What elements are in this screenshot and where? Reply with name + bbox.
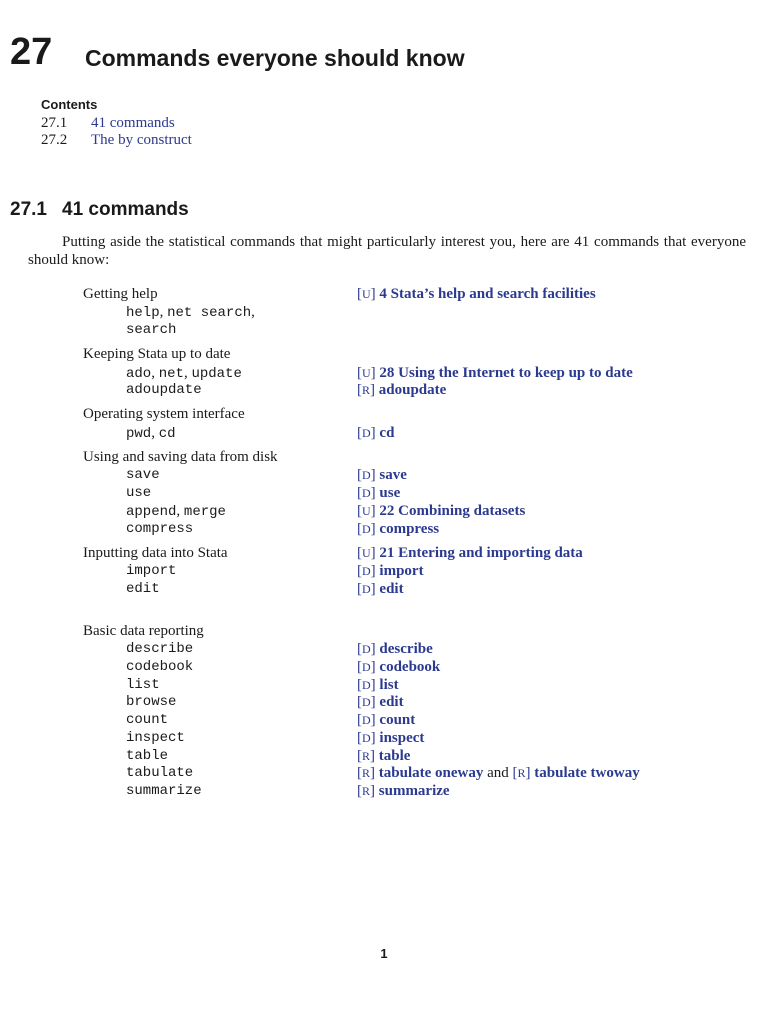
ref-link[interactable]: [D] import — [357, 563, 424, 579]
ref-link[interactable]: [D] compress — [357, 521, 440, 537]
ref-link[interactable]: [D] edit — [357, 694, 404, 710]
command-line: describe — [126, 641, 194, 657]
ref-link[interactable]: [D] count — [357, 712, 416, 728]
contents-heading: Contents — [41, 97, 98, 112]
ref-link[interactable]: [U] 28 Using the Internet to keep up to date — [357, 365, 633, 381]
ref-link[interactable]: [R] adoupdate — [357, 382, 447, 398]
command-line: save — [126, 467, 160, 483]
ref-link[interactable]: [R] table — [357, 748, 411, 764]
ref-link[interactable]: [D] list — [357, 677, 399, 693]
chapter-title: Commands everyone should know — [85, 45, 465, 71]
group-label-getting-help: Getting help — [83, 286, 158, 302]
command-line: codebook — [126, 659, 194, 675]
command-line: append, merge — [126, 503, 226, 520]
command-line: browse — [126, 694, 177, 710]
ref-link[interactable]: [D] inspect — [357, 730, 425, 746]
ref-link[interactable]: [D] describe — [357, 641, 433, 657]
command-line: table — [126, 748, 169, 764]
command-line: inspect — [126, 730, 185, 746]
ref-link[interactable]: [D] use — [357, 485, 401, 501]
intro-paragraph: Putting aside the statistical commands that might particularly interest you, here are 41 commands that everyone should know: — [28, 234, 746, 268]
group-label-using-saving: Using and saving data from disk — [83, 449, 278, 465]
ref-link[interactable]: [D] cd — [357, 425, 395, 441]
command-line: tabulate — [126, 765, 194, 781]
ref-link-pair[interactable]: [R] tabulate oneway and [R] tabulate twoway — [357, 765, 640, 781]
section-number: 27.1 — [10, 199, 47, 220]
command-line: import — [126, 563, 177, 579]
group-label-basic-reporting: Basic data reporting — [83, 623, 204, 639]
ref-link[interactable]: [R] summarize — [357, 783, 450, 799]
toc-link-by-construct[interactable]: The by construct — [91, 132, 192, 148]
toc-link-41-commands[interactable]: 41 commands — [91, 115, 175, 131]
command-line: count — [126, 712, 169, 728]
group-label-os-interface: Operating system interface — [83, 406, 245, 422]
command-line: help, net search, — [126, 304, 255, 321]
ref-link[interactable]: [D] codebook — [357, 659, 441, 675]
section-title: 41 commands — [62, 199, 189, 220]
command-line: pwd, cd — [126, 425, 176, 442]
toc-number: 27.1 — [41, 115, 68, 131]
command-line: adoupdate — [126, 382, 202, 398]
ref-link[interactable]: [U] 21 Entering and importing data — [357, 545, 583, 561]
command-line: use — [126, 485, 152, 501]
command-line: edit — [126, 581, 160, 597]
command-line: ado, net, update — [126, 365, 242, 382]
ref-link[interactable]: [D] save — [357, 467, 407, 483]
command-line: compress — [126, 521, 194, 537]
command-line: search — [126, 322, 177, 338]
ref-link[interactable]: [D] edit — [357, 581, 404, 597]
ref-link[interactable]: [U] 22 Combining datasets — [357, 503, 526, 519]
command-line: summarize — [126, 783, 202, 799]
toc-number: 27.2 — [41, 132, 68, 148]
ref-link[interactable]: [U] 4 Stata’s help and search facilities — [357, 286, 596, 302]
command-line: list — [126, 677, 160, 693]
chapter-number: 27 — [10, 31, 53, 73]
group-label-keeping-up-to-date: Keeping Stata up to date — [83, 346, 231, 362]
group-label-inputting: Inputting data into Stata — [83, 545, 228, 561]
page-number: 1 — [380, 946, 388, 961]
